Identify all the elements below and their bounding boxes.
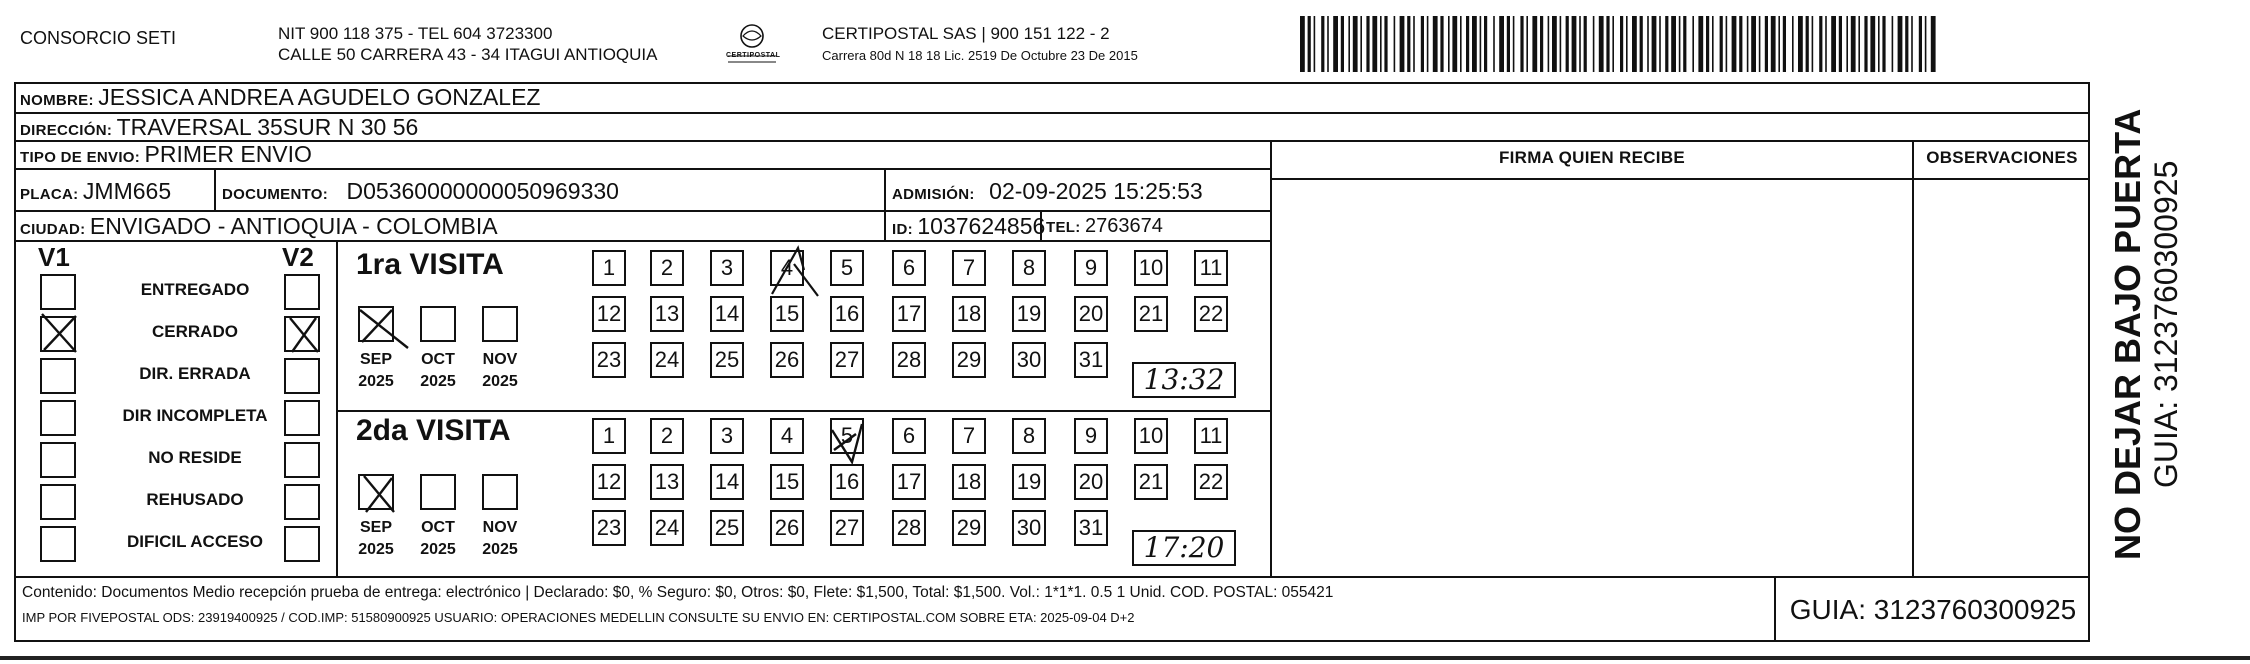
status-label-dir-errada: DIR. ERRADA: [139, 364, 251, 383]
status-label-dir-incompleta: DIR INCOMPLETA: [122, 406, 268, 425]
firma-header: FIRMA QUIEN RECIBE: [1498, 148, 1686, 167]
visit-1-month-nov-checkbox[interactable]: [482, 306, 518, 342]
visit-1-day-box[interactable]: 16: [830, 296, 864, 332]
visit-1-month-oct-checkbox[interactable]: [420, 306, 456, 342]
visit-2-day-box[interactable]: 19: [1012, 464, 1046, 500]
certipostal-logo: [722, 22, 782, 66]
visit-1-month-oct-year: 2025: [420, 373, 456, 390]
footer-print-info: IMP POR FIVEPOSTAL ODS: 23919400925 / COD.IMP: 51580900925 USUARIO: OPERACIONES MEDELLIN CONSULTE SU ENVIO EN: CERTIPOSTAL.COM SOBRE ETA: 2025-09-04 D+2: [22, 610, 1135, 625]
visit-2-day-box[interactable]: 13: [650, 464, 684, 500]
side-guia: GUIA: 3123760300925: [2148, 160, 2184, 488]
ciudad-label: CIUDAD:: [20, 221, 86, 238]
v2-no-reside-checkbox[interactable]: [284, 442, 320, 478]
visit-2-day-box[interactable]: 11: [1194, 418, 1228, 454]
visit-2-day-box[interactable]: 23: [592, 510, 626, 546]
visit-2-month-oct-year: 2025: [420, 541, 456, 558]
visit-2-month-nov-checkbox[interactable]: [482, 474, 518, 510]
visit-2-day-box[interactable]: 8: [1012, 418, 1046, 454]
visit-2-day-box[interactable]: 3: [710, 418, 744, 454]
v1-label: V1: [38, 242, 70, 272]
bottom-edge-line: [0, 656, 2250, 660]
visit-1-day-box[interactable]: 26: [770, 342, 804, 378]
visit-1-month-oct-name: OCT: [421, 351, 455, 368]
visit-1-day-box[interactable]: 31: [1074, 342, 1108, 378]
visit-1-day-box[interactable]: 6: [892, 250, 926, 286]
visit-2-month-sep-year: 2025: [358, 541, 394, 558]
barcode: [1300, 16, 1940, 72]
status-label-cerrado: CERRADO: [152, 322, 238, 341]
visit-2-day-box[interactable]: 29: [952, 510, 986, 546]
visit-1-time: 13:32: [1143, 363, 1225, 396]
footer-content-line: Contenido: Documentos Medio recepción prueba de entrega: electrónico | Declarado: $0, % Seguro: $0, Otros: $0, Flete: $1,500, Total: $1,500. Vol.: 1*1*1. 0.5 1 Unid. COD. POSTAL: 055421: [22, 584, 1334, 601]
v1-entregado-checkbox[interactable]: [40, 274, 76, 310]
visit-2-day-box[interactable]: 31: [1074, 510, 1108, 546]
id-label: ID:: [892, 221, 913, 238]
visit-2-month-nov-name: NOV: [482, 519, 518, 536]
visit-1-day-box[interactable]: 27: [830, 342, 864, 378]
visit-2-day-box[interactable]: 9: [1074, 418, 1108, 454]
visit-1-day-box[interactable]: 18: [952, 296, 986, 332]
company-address: CALLE 50 CARRERA 43 - 34 ITAGUI ANTIOQUIA: [278, 45, 658, 64]
visit-2-day-box[interactable]: 7: [952, 418, 986, 454]
visit-2-day-box[interactable]: 24: [650, 510, 684, 546]
tel-value: 2763674: [1084, 215, 1163, 237]
visit-2-day-box[interactable]: 21: [1134, 464, 1168, 500]
visit-2-day-box[interactable]: 4: [770, 418, 804, 454]
visit-1-day-box[interactable]: 3: [710, 250, 744, 286]
v2-cerrado-checkbox[interactable]: [284, 316, 320, 352]
visit-2-day-box[interactable]: 22: [1194, 464, 1228, 500]
visit-2-day-box[interactable]: 26: [770, 510, 804, 546]
visit-1-day-box[interactable]: 2: [650, 250, 684, 286]
visit-1-day-box[interactable]: 19: [1012, 296, 1046, 332]
side-vertical-text: [2108, 100, 2184, 560]
nombre-label: NOMBRE:: [20, 92, 94, 109]
id-value: 1037624856: [917, 213, 1046, 239]
visit-2-month-sep-checkbox[interactable]: [358, 474, 394, 510]
visit-1-day-box[interactable]: 9: [1074, 250, 1108, 286]
recipient-address: TRAVERSAL 35SUR N 30 56: [116, 114, 419, 140]
v1-no-reside-checkbox[interactable]: [40, 442, 76, 478]
status-label-rehusado: REHUSADO: [146, 490, 244, 509]
signature-area[interactable]: [1274, 180, 1910, 574]
visit-2-day-box[interactable]: 27: [830, 510, 864, 546]
visit-1-month-nov-year: 2025: [482, 373, 518, 390]
logo-text: CERTIPOSTAL: [726, 52, 781, 59]
no-dejar-bajo-puerta: NO DEJAR BAJO PUERTA: [2107, 108, 2148, 560]
placa-label: PLACA:: [20, 186, 79, 203]
visit-1-title: 1ra VISITA: [356, 248, 504, 281]
visit-1-day-box[interactable]: 29: [952, 342, 986, 378]
v1-cerrado-checkbox[interactable]: [40, 316, 76, 352]
direccion-label: DIRECCIÓN:: [20, 122, 113, 139]
visit-2-day-box[interactable]: 30: [1012, 510, 1046, 546]
visit-1-day-box[interactable]: 15: [770, 296, 804, 332]
visit-2-day-box[interactable]: 5: [830, 418, 864, 454]
visit-2-day-box[interactable]: 28: [892, 510, 926, 546]
v2-entregado-checkbox[interactable]: [284, 274, 320, 310]
city-value: ENVIGADO - ANTIOQUIA - COLOMBIA: [89, 213, 498, 239]
v2-dir-incompleta-checkbox[interactable]: [284, 400, 320, 436]
visit-2-month-oct-checkbox[interactable]: [420, 474, 456, 510]
shipment-type: PRIMER ENVIO: [144, 141, 312, 167]
documento-label: DOCUMENTO:: [222, 186, 329, 203]
visit-2-month-sep-name: SEP: [359, 519, 392, 536]
status-label-entregado: ENTREGADO: [140, 280, 250, 299]
visit-2-title: 2da VISITA: [356, 414, 511, 447]
observations-area[interactable]: [1916, 180, 2088, 574]
visit-2-month-nov-year: 2025: [482, 541, 518, 558]
v2-rehusado-checkbox[interactable]: [284, 484, 320, 520]
v1-dir-errada-checkbox[interactable]: [40, 358, 76, 394]
visit-2-day-box[interactable]: 6: [892, 418, 926, 454]
visit-2-day-box[interactable]: 2: [650, 418, 684, 454]
observaciones-header: OBSERVACIONES: [1926, 148, 2078, 167]
visit-1-day-box[interactable]: 8: [1012, 250, 1046, 286]
visit-1-day-box[interactable]: 14: [710, 296, 744, 332]
certipostal-nit: CERTIPOSTAL SAS | 900 151 122 - 2: [822, 24, 1110, 43]
visit-1-day-box[interactable]: 20: [1074, 296, 1108, 332]
visit-1-day-box[interactable]: 7: [952, 250, 986, 286]
footer-guia: GUIA: 3123760300925: [1789, 594, 2077, 625]
visit-1-day-box[interactable]: 4: [770, 250, 804, 286]
visit-1-day-box[interactable]: 28: [892, 342, 926, 378]
visit-1-day-box[interactable]: 23: [592, 342, 626, 378]
visit-2-day-box[interactable]: 20: [1074, 464, 1108, 500]
v1-dir-incompleta-checkbox[interactable]: [40, 400, 76, 436]
visit-1-day-box[interactable]: 1: [592, 250, 626, 286]
visit-2-day-box[interactable]: 1: [592, 418, 626, 454]
visit-2-day-box[interactable]: 10: [1134, 418, 1168, 454]
visit-1-day-box[interactable]: 5: [830, 250, 864, 286]
v1-dificil-acceso-checkbox[interactable]: [40, 526, 76, 562]
recipient-name: JESSICA ANDREA AGUDELO GONZALEZ: [98, 84, 541, 110]
visit-1-month-sep-year: 2025: [358, 373, 394, 390]
visit-2-month-oct-name: OCT: [421, 519, 455, 536]
visit-1-day-box[interactable]: 17: [892, 296, 926, 332]
certipostal-license: Carrera 80d N 18 18 Lic. 2519 De Octubre 23 De 2015: [822, 48, 1138, 63]
visit-1-day-box[interactable]: 10: [1134, 250, 1168, 286]
visit-2-day-box[interactable]: 15: [770, 464, 804, 500]
admission-value: 02-09-2025 15:25:53: [989, 178, 1203, 204]
status-label-dificil-acceso: DIFICIL ACCESO: [126, 532, 263, 551]
status-label-no-reside: NO RESIDE: [148, 448, 242, 467]
company-nit: NIT 900 118 375 - TEL 604 3723300: [278, 24, 553, 43]
visit-1-day-box[interactable]: 25: [710, 342, 744, 378]
visit-2-day-box[interactable]: 17: [892, 464, 926, 500]
visit-1-day-box[interactable]: 24: [650, 342, 684, 378]
v2-dir-errada-checkbox[interactable]: [284, 358, 320, 394]
tel-label: TEL:: [1046, 219, 1081, 236]
tipo-label: TIPO DE ENVIO:: [20, 149, 141, 166]
visit-1-day-box[interactable]: 22: [1194, 296, 1228, 332]
v2-label: V2: [282, 242, 314, 272]
visit-1-day-box[interactable]: 30: [1012, 342, 1046, 378]
visit-2-time: 17:20: [1143, 531, 1225, 564]
document-value: D05360000000050969330: [346, 178, 619, 204]
visit-1-month-sep-checkbox[interactable]: [358, 306, 394, 342]
plate-value: JMM665: [82, 178, 172, 204]
visit-1-day-box[interactable]: 12: [592, 296, 626, 332]
visit-2-day-box[interactable]: 14: [710, 464, 744, 500]
v1-rehusado-checkbox[interactable]: [40, 484, 76, 520]
visit-1-month-nov-name: NOV: [482, 351, 518, 368]
visit-2-day-box[interactable]: 12: [592, 464, 626, 500]
visit-1-day-box[interactable]: 11: [1194, 250, 1228, 286]
visit-1-month-sep-name: SEP: [359, 351, 392, 368]
visit-2-day-box[interactable]: 16: [830, 464, 864, 500]
admision-label: ADMISIÓN:: [892, 186, 975, 203]
visit-1-day-box[interactable]: 13: [650, 296, 684, 332]
company-name: CONSORCIO SETI: [20, 28, 177, 48]
visit-2-day-box[interactable]: 18: [952, 464, 986, 500]
visit-2-day-box[interactable]: 25: [710, 510, 744, 546]
visit-1-day-box[interactable]: 21: [1134, 296, 1168, 332]
v2-dificil-acceso-checkbox[interactable]: [284, 526, 320, 562]
